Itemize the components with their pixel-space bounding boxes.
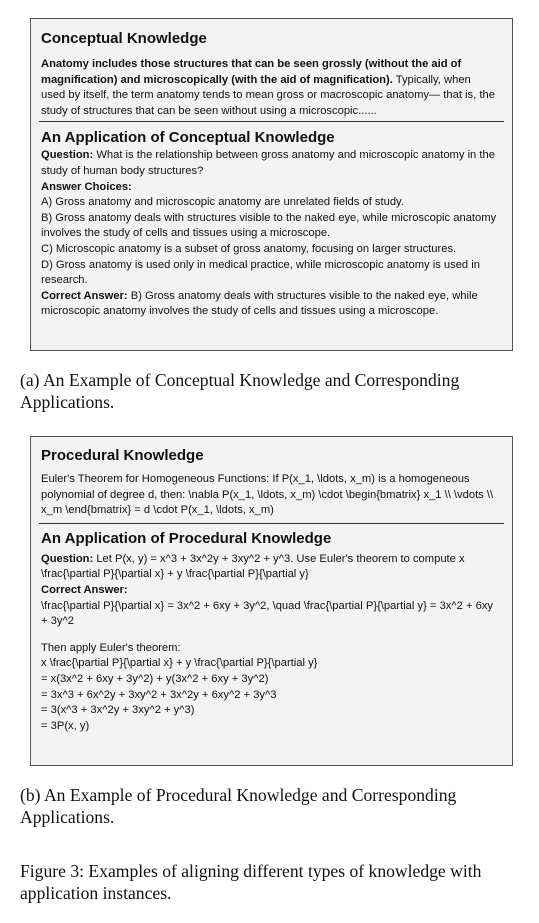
conceptual-question: [41, 148, 502, 179]
procedural-application-title: An Application of Procedural Knowledge: [41, 529, 332, 547]
euler-step-4: = 3(x^3 + 3x^2y + 3xy^2 + y^3): [41, 704, 195, 717]
subfigure-a-caption: (a) An Example of Conceptual Knowledge and Corresponding Applications.: [20, 370, 460, 412]
answer-choices-label: Answer Choices:: [41, 180, 132, 193]
euler-theorem-statement: Euler's Theorem for Homogeneous Functions: If P(x_1, \ldots, x_m) is a homogeneous polynomial of degree d, then: \nabla P(x_1, \ldots, x_m) \cdot \begin{bmatrix} x_1 \\ \vdots \\ x_m \end{bmatrix} = d \cdot P(x_1, \ldots, x_m): [41, 473, 494, 517]
euler-step-5: = 3P(x, y): [41, 719, 90, 732]
conceptual-knowledge-title: Conceptual Knowledge: [41, 30, 207, 47]
question-label: Question:: [41, 149, 94, 162]
correct-answer-label: Correct Answer:: [41, 289, 128, 302]
correct-answer-label: Correct Answer:: [41, 583, 128, 596]
answer-choice-b: B) Gross anatomy deals with structures visible to the naked eye, while microscopic anatomy involves the study of cells and tissues using a microscope.: [41, 211, 497, 240]
conceptual-knowledge-box: [30, 18, 513, 351]
procedural-knowledge-title: Procedural Knowledge: [41, 447, 204, 464]
partial-derivatives-line: \frac{\partial P}{\partial x} = 3x^2 + 6xy + 3y^2, \quad \frac{\partial P}{\partial y} = 3x^2 + 6xy + 3y^2: [41, 599, 494, 628]
answer-choice-c: C) Microscopic anatomy is a subset of gross anatomy, focusing on larger structures.: [41, 242, 457, 255]
conceptual-definition: [41, 57, 502, 119]
euler-step-2: = x(3x^2 + 6xy + 3y^2) + y(3x^2 + 6xy + 3y^2): [41, 672, 269, 685]
figure-caption: Figure 3: Examples of aligning different types of knowledge with application instances.: [20, 861, 482, 903]
subfigure-b-caption: (b) An Example of Procedural Knowledge and Corresponding Applications.: [20, 785, 457, 827]
definition-bold-text: Anatomy includes those structures that can be seen grossly (without the aid of magnification) and microscopically (with the aid of magnification).: [41, 58, 462, 86]
definition-rest-text: Typically, when used by itself, the term anatomy tends to mean gross or macroscopic anatomy— that is, the study of structures that can be seen without using a microscopic......: [41, 73, 495, 117]
answer-choice-a: A) Gross anatomy and microscopic anatomy are unrelated fields of study.: [41, 196, 404, 209]
conceptual-correct-answer: [41, 289, 502, 320]
question-label: Question:: [41, 552, 94, 565]
correct-answer-text: B) Gross anatomy deals with structures visible to the naked eye, while microscopic anatomy involves the study of cells and tissues using a microscope.: [41, 289, 478, 318]
procedural-knowledge-box: [30, 436, 513, 766]
answer-choice-d: D) Gross anatomy is used only in medical practice, while microscopic anatomy is used in research.: [41, 258, 480, 287]
procedural-question: [41, 552, 502, 583]
euler-step-1: x \frac{\partial P}{\partial x} + y \frac{\partial P}{\partial y}: [41, 657, 318, 670]
euler-step-intro: Then apply Euler's theorem:: [41, 641, 181, 654]
euler-step-3: = 3x^3 + 6x^2y + 3xy^2 + 3x^2y + 6xy^2 + 3y^3: [41, 688, 277, 701]
conceptual-application-title: An Application of Conceptual Knowledge: [41, 129, 335, 147]
question-text: Let P(x, y) = x^3 + 3x^2y + 3xy^2 + y^3. Use Euler's theorem to compute x \frac{\partial P}{\partial x} + y \frac{\partial P}{\partial y}: [41, 552, 465, 581]
question-text: What is the relationship between gross anatomy and microscopic anatomy in the study of human body structures?: [41, 149, 495, 177]
